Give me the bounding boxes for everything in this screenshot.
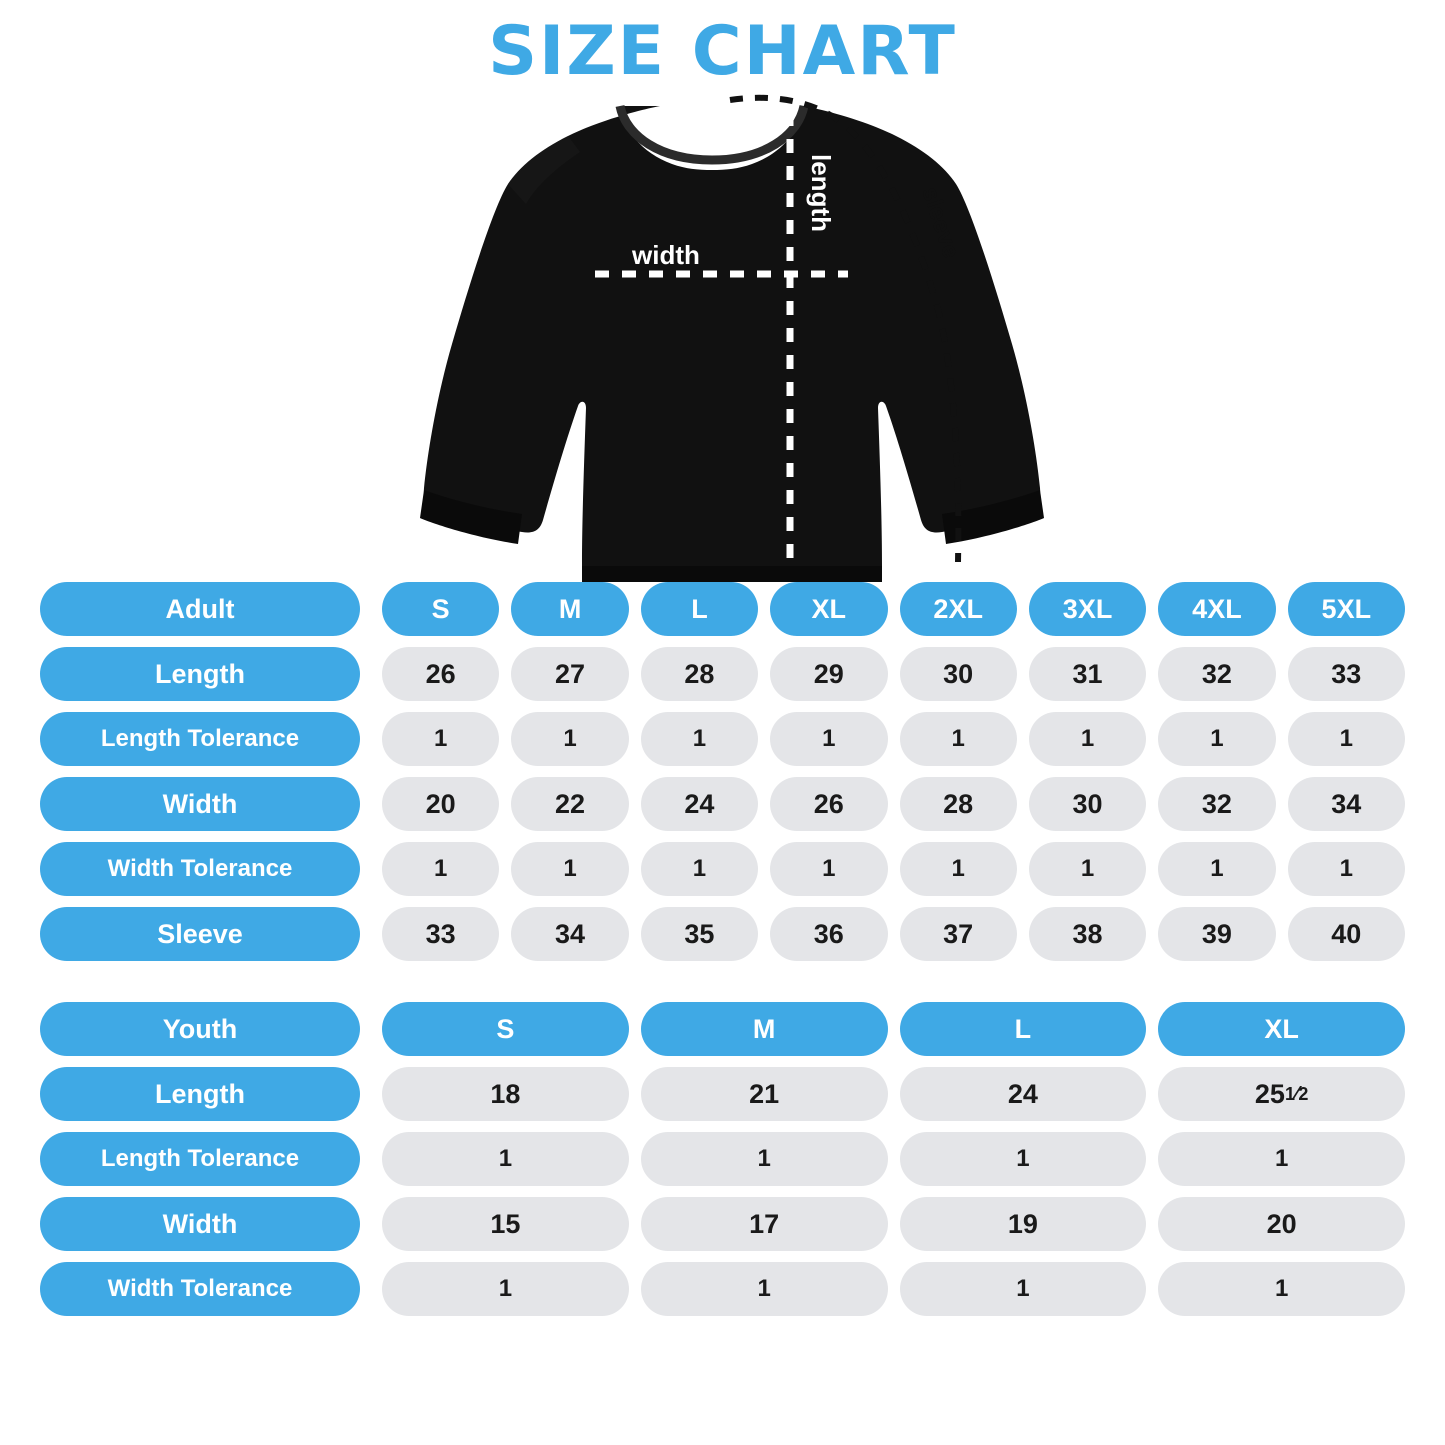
adult-sleeve-5xl: 40 [1288,907,1405,961]
adult-sleeve-l: 35 [641,907,758,961]
adult-width-m: 22 [511,777,628,831]
youth-width-s: 15 [382,1197,629,1251]
youth-length-tol-l: 1 [900,1132,1147,1186]
adult-length-tol-s: 1 [382,712,499,766]
adult-row-label-length-tolerance: Length Tolerance [40,712,360,766]
youth-row-label-width-tolerance: Width Tolerance [40,1262,360,1316]
youth-length-xl-numerator: 1 [1284,1084,1295,1104]
adult-row-length [40,647,1405,701]
adult-width-2xl: 28 [900,777,1017,831]
adult-row-label-width-tolerance: Width Tolerance [40,842,360,896]
adult-col-m: M [511,582,628,636]
adult-width-tol-l: 1 [641,842,758,896]
sweatshirt-svg [0,92,1445,582]
adult-row-width-tolerance [40,842,1405,896]
youth-header-row [40,1002,1405,1056]
adult-length-2xl: 30 [900,647,1017,701]
sleeve-label: sleeve [916,183,965,262]
adult-col-l: L [641,582,758,636]
youth-row-length-tolerance [40,1132,1405,1186]
youth-width-tol-l: 1 [900,1262,1147,1316]
adult-width-tol-3xl: 1 [1029,842,1146,896]
youth-length-s: 18 [382,1067,629,1121]
adult-table [0,582,1445,961]
adult-length-tol-5xl: 1 [1288,712,1405,766]
youth-length-l: 24 [900,1067,1147,1121]
adult-length-xl: 29 [770,647,887,701]
adult-length-tol-4xl: 1 [1158,712,1275,766]
garment-illustration [0,92,1445,582]
adult-length-5xl: 33 [1288,647,1405,701]
adult-col-s: S [382,582,499,636]
youth-length-xl-denominator: 2 [1298,1084,1309,1104]
adult-row-label-width: Width [40,777,360,831]
youth-length-tol-xl: 1 [1158,1132,1405,1186]
youth-length-xl-whole: 25 [1254,1078,1285,1109]
youth-row-width [40,1197,1405,1251]
youth-width-m: 17 [641,1197,888,1251]
youth-row-length [40,1067,1405,1121]
adult-sleeve-m: 34 [511,907,628,961]
adult-width-4xl: 32 [1158,777,1275,831]
page-title: SIZE CHART [488,12,957,91]
adult-row-sleeve [40,907,1405,961]
youth-width-l: 19 [900,1197,1147,1251]
adult-length-l: 28 [641,647,758,701]
adult-width-tol-2xl: 1 [900,842,1017,896]
youth-width-xl: 20 [1158,1197,1405,1251]
youth-row-label-length: Length [40,1067,360,1121]
adult-col-4xl: 4XL [1158,582,1275,636]
adult-sleeve-3xl: 38 [1029,907,1146,961]
youth-row-width-tolerance [40,1262,1405,1316]
youth-col-s: S [382,1002,629,1056]
adult-row-label-sleeve: Sleeve [40,907,360,961]
adult-row-label-length: Length [40,647,360,701]
adult-width-tol-4xl: 1 [1158,842,1275,896]
adult-col-xl: XL [770,582,887,636]
youth-header-label: Youth [40,1002,360,1056]
youth-col-xl: XL [1158,1002,1405,1056]
width-label: width [632,240,700,270]
adult-width-3xl: 30 [1029,777,1146,831]
adult-sleeve-4xl: 39 [1158,907,1275,961]
youth-length-tol-m: 1 [641,1132,888,1186]
adult-length-3xl: 31 [1029,647,1146,701]
adult-length-s: 26 [382,647,499,701]
adult-row-width [40,777,1405,831]
youth-width-tol-s: 1 [382,1262,629,1316]
adult-sleeve-2xl: 37 [900,907,1017,961]
adult-header-label: Adult [40,582,360,636]
adult-col-2xl: 2XL [900,582,1017,636]
adult-width-l: 24 [641,777,758,831]
adult-width-s: 20 [382,777,499,831]
youth-col-m: M [641,1002,888,1056]
youth-row-label-width: Width [40,1197,360,1251]
adult-width-tol-5xl: 1 [1288,842,1405,896]
adult-width-tol-s: 1 [382,842,499,896]
adult-sleeve-xl: 36 [770,907,887,961]
adult-width-tol-xl: 1 [770,842,887,896]
adult-col-5xl: 5XL [1288,582,1405,636]
adult-row-length-tolerance [40,712,1405,766]
table-spacer [0,972,1445,1002]
youth-length-tol-s: 1 [382,1132,629,1186]
sweatshirt-shape [420,106,1044,582]
youth-length-xl-slash: ⁄ [1294,1082,1299,1105]
youth-table [0,1002,1445,1316]
youth-width-tol-xl: 1 [1158,1262,1405,1316]
adult-length-tol-xl: 1 [770,712,887,766]
adult-header-row [40,582,1405,636]
youth-col-l: L [900,1002,1147,1056]
adult-length-tol-m: 1 [511,712,628,766]
adult-length-tol-3xl: 1 [1029,712,1146,766]
adult-length-4xl: 32 [1158,647,1275,701]
adult-col-3xl: 3XL [1029,582,1146,636]
adult-length-m: 27 [511,647,628,701]
adult-width-xl: 26 [770,777,887,831]
youth-width-tol-m: 1 [641,1262,888,1316]
youth-row-label-length-tolerance: Length Tolerance [40,1132,360,1186]
youth-length-m: 21 [641,1067,888,1121]
adult-width-tol-m: 1 [511,842,628,896]
adult-length-tol-2xl: 1 [900,712,1017,766]
adult-width-5xl: 34 [1288,777,1405,831]
adult-sleeve-s: 33 [382,907,499,961]
length-label: length [806,154,836,232]
adult-length-tol-l: 1 [641,712,758,766]
youth-length-xl [1158,1067,1405,1121]
